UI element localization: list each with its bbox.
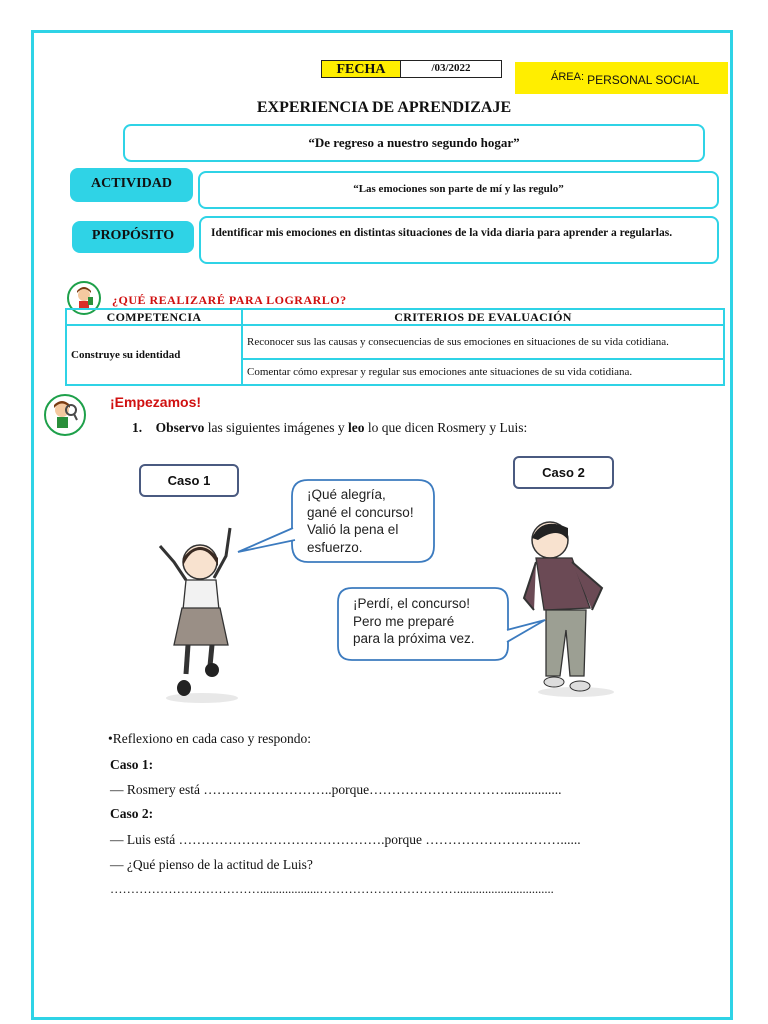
step1-bold-leo: leo: [347, 420, 365, 435]
magnifier-avatar-icon: [46, 396, 84, 434]
pregunta-answer-line[interactable]: ………………………………...................……………………………...............................: [110, 882, 554, 896]
bubble1-line-3: Valió la pena el: [307, 522, 399, 537]
table-header-competencia: COMPETENCIA: [66, 309, 242, 325]
criterio-cell-1: Reconocer sus las causas y consecuencias de sus emociones en situaciones de su vida cotidiana.: [242, 325, 724, 359]
criteria-table: [65, 308, 725, 386]
caso1-title: Caso 1:: [110, 757, 154, 772]
que-realizare-heading: ¿QUÉ REALIZARÉ PARA LOGRARLO?: [112, 293, 347, 307]
step1-number: 1.: [132, 420, 143, 435]
step1-text1: las siguientes imágenes y: [204, 420, 348, 435]
actividad-text: “Las emociones son parte de mí y las regulo”: [198, 171, 719, 209]
bubble1-line-2: gané el concurso!: [307, 504, 414, 520]
table-header-criterios: CRITERIOS DE EVALUACIÓN: [242, 309, 724, 325]
area-label: ÁREA:: [551, 71, 585, 83]
fecha-value: /03/2022: [400, 60, 502, 78]
competencia-cell: Construye su identidad: [66, 325, 242, 385]
caso1-answer-line[interactable]: — Rosmery está ………………………..porque………………………….................: [110, 782, 562, 797]
bubble2-line-3: para la próxima vez.: [353, 631, 475, 646]
reflexion-intro: •Reflexiono en cada caso y respondo:: [108, 731, 312, 746]
boy-figure: [524, 522, 614, 697]
step1-instruction: [132, 420, 527, 436]
area-box: [515, 62, 728, 94]
girl-figure: [160, 528, 238, 703]
step1-text2: lo que dicen Rosmery y Luis:: [364, 420, 528, 435]
pregunta-luis: — ¿Qué pienso de la actitud de Luis?: [110, 857, 313, 872]
criterio-cell-2: Comentar cómo expresar y regular sus emociones ante situaciones de su vida cotidiana.: [242, 359, 724, 385]
bubble2-line-2: Pero me preparé: [353, 613, 455, 629]
magnifier-avatar-icon: [44, 394, 86, 436]
bubble2-line-1: ¡Perdí, el concurso!: [353, 596, 471, 611]
proposito-tag: PROPÓSITO: [72, 221, 194, 253]
speech-bubble-2: [353, 595, 475, 648]
empezamos-heading: ¡Empezamos!: [110, 394, 202, 410]
actividad-tag: ACTIVIDAD: [70, 168, 193, 202]
bubble1-line-1: ¡Qué alegría,: [307, 487, 386, 502]
page-title: EXPERIENCIA DE APRENDIZAJE: [256, 99, 512, 116]
speech-bubble-1: [307, 486, 414, 556]
proposito-text: Identificar mis emociones en distintas situaciones de la vida diaria para aprender a regularlas.: [199, 216, 719, 264]
lema-box: “De regreso a nuestro segundo hogar”: [123, 124, 705, 162]
case1-label: Caso 1: [139, 464, 239, 497]
fecha-label: FECHA: [321, 60, 401, 78]
bubble1-line-4: esfuerzo.: [307, 539, 363, 555]
step1-bold-observo: Observo: [155, 420, 205, 435]
caso2-answer-line[interactable]: — Luis está ……………………………………….porque …………………………......: [110, 832, 581, 847]
caso2-title: Caso 2:: [110, 806, 154, 821]
area-value: PERSONAL SOCIAL: [587, 73, 700, 87]
case2-label: Caso 2: [513, 456, 614, 489]
